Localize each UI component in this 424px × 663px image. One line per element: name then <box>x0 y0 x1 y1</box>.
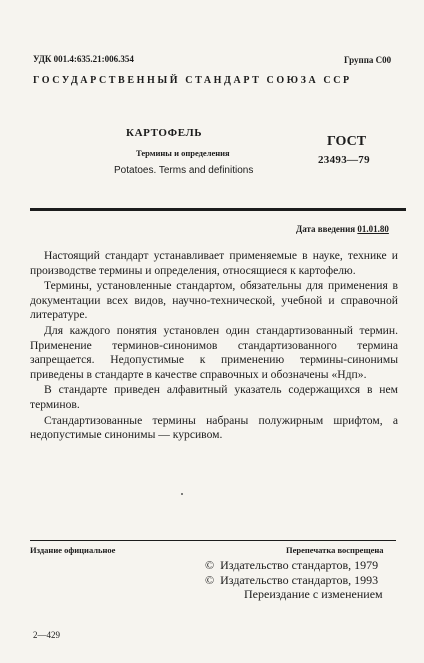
paragraph: В стандарте приведен алфавитный указатель содержащихся в нем терминов. <box>30 383 398 411</box>
effective-date-value: 01.01.80 <box>357 224 389 234</box>
copyright-icon: © <box>205 558 215 572</box>
page-number: 2—429 <box>33 630 60 640</box>
footer-divider <box>30 540 396 541</box>
paragraph: Термины, установленные стандартом, обязательны для применения в документации всех видов, научно-технической, учебной и справочной литературе. <box>30 279 398 322</box>
copyright-text: Издательство стандартов, 1979 <box>220 558 379 572</box>
document-subtitle: Термины и определения <box>136 148 230 158</box>
reissue-note: Переиздание с изменением <box>244 587 383 601</box>
copyright-line-1993 <box>205 573 378 588</box>
copyright-text: Издательство стандартов, 1993 <box>220 573 379 587</box>
header-divider <box>30 208 406 211</box>
udk-code: УДК 001.4:635.21:006.354 <box>33 54 134 64</box>
preamble <box>30 249 398 444</box>
paragraph: Настоящий стандарт устанавливает применяемые в науке, технике и производстве термины и определения, относящиеся к картофелю. <box>30 249 398 277</box>
gost-number: 23493—79 <box>318 154 370 166</box>
print-speck <box>181 493 183 495</box>
effective-date <box>296 224 389 234</box>
reprint-prohibited-note: Перепечатка воспрещена <box>286 545 384 555</box>
copyright-icon: © <box>205 573 215 587</box>
state-standard-heading: ГОСУДАРСТВЕННЫЙ СТАНДАРТ СОЮЗА ССР <box>33 75 352 86</box>
english-title: Potatoes. Terms and definitions <box>114 165 254 176</box>
group-code: Группа С00 <box>344 55 392 65</box>
paragraph: Стандартизованные термины набраны полужирным шрифтом, а недопустимые синонимы — курсивом. <box>30 413 398 442</box>
effective-date-label: Дата введения <box>296 224 356 234</box>
copyright-line-1979 <box>205 558 378 573</box>
paragraph: Для каждого понятия установлен один стандартизованный термин. Применение терминов-синонимов стандартизованного термина запрещается. Недопустимые к применению термины-синонимы приведены в стандарте в качестве справочных и обозначены «Ндп». <box>30 323 398 381</box>
official-edition-note: Издание официальное <box>30 545 116 555</box>
document-title: КАРТОФЕЛЬ <box>126 127 203 139</box>
gost-label: ГОСТ <box>327 134 367 149</box>
